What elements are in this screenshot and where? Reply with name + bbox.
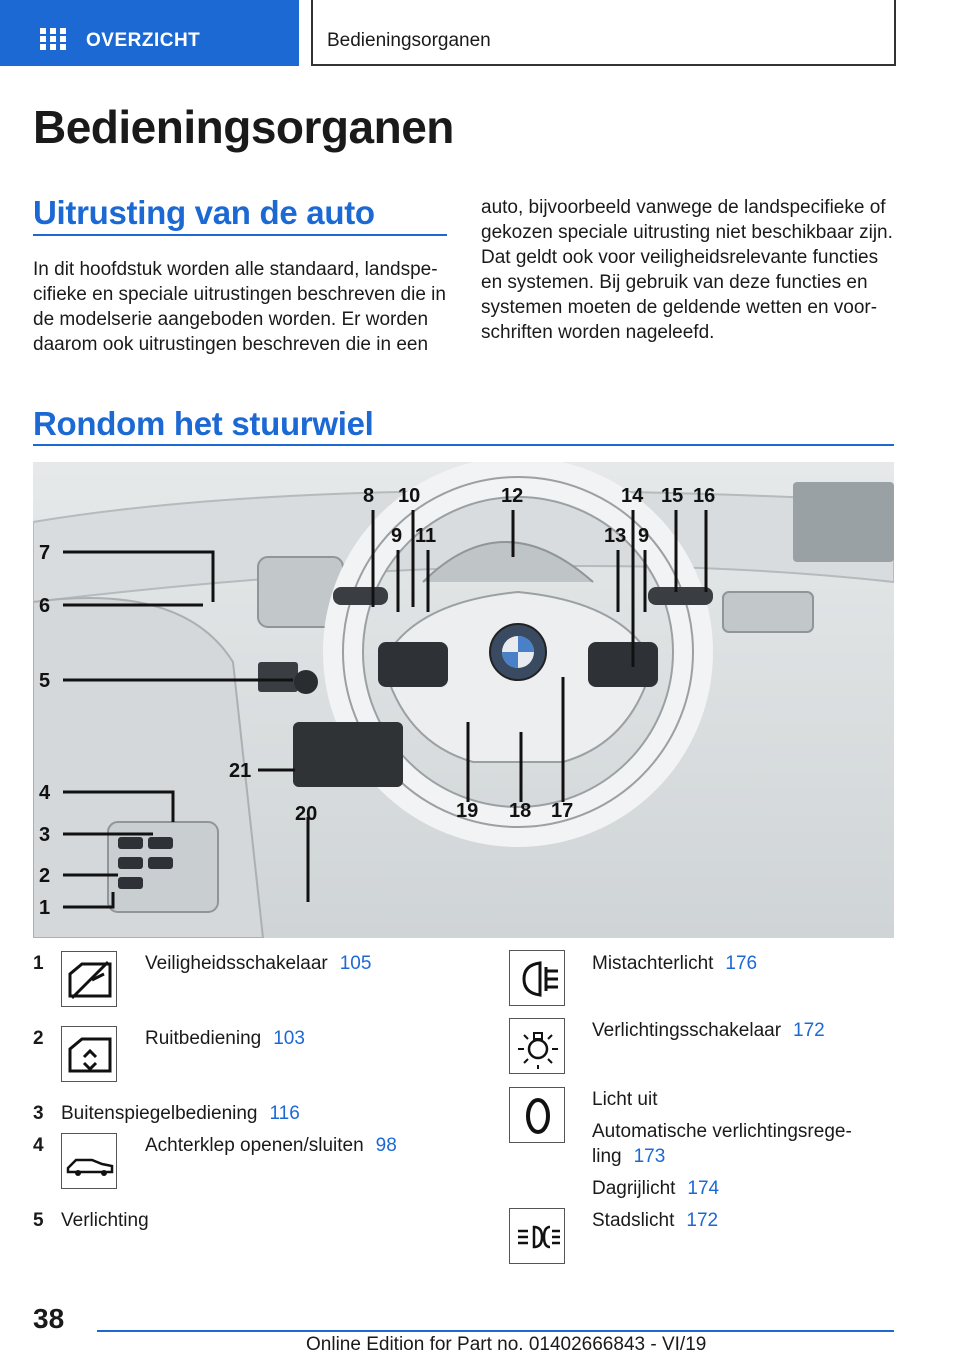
legend-number: 2: [33, 1028, 44, 1049]
page-reference[interactable]: 176: [725, 953, 758, 974]
callout-label: 7: [39, 542, 51, 564]
legend-label: Automatische verlichtingsrege-: [592, 1121, 852, 1142]
callout-label: 2: [39, 865, 51, 887]
legend-label: Licht uit: [592, 1089, 658, 1110]
legend-label: Stadslicht: [592, 1210, 675, 1231]
legend-label: Ruitbediening: [145, 1028, 262, 1049]
legend-right-item: [592, 1210, 718, 1232]
legend-number: 3: [33, 1103, 44, 1124]
callout-label: 5: [39, 670, 51, 692]
legend-label: Veiligheidsschakelaar: [145, 953, 328, 974]
paragraph-line: cifieke en speciale uitrustingen beschreven die in: [33, 284, 446, 305]
callout-label: 19: [456, 800, 479, 822]
section-rule: [33, 444, 894, 446]
page-title: Bedieningsorganen: [33, 101, 454, 153]
paragraph-line: auto, bijvoorbeeld vanwege de landspecifieke of: [481, 197, 886, 218]
legend-label: Achterklep openen/sluiten: [145, 1135, 364, 1156]
callout-label: 1: [39, 897, 51, 919]
page-reference[interactable]: 98: [375, 1135, 397, 1156]
callout-label: 9: [638, 525, 650, 547]
cockpit-drawing: [33, 462, 894, 938]
page-number: 38: [33, 1303, 65, 1334]
current-section-label: Bedieningsorganen: [327, 30, 491, 51]
callout-label: 3: [39, 824, 51, 846]
callout-label: 10: [398, 485, 421, 507]
light-off-icon: [509, 1087, 565, 1143]
page-reference[interactable]: 103: [273, 1028, 305, 1049]
page-reference[interactable]: 172: [686, 1210, 719, 1231]
legend-right-item: [592, 1178, 719, 1200]
parking-light-icon: [509, 1208, 565, 1264]
top-navigation: [0, 0, 960, 66]
cockpit-illustration: [33, 462, 894, 938]
legend-right-item: [592, 1121, 852, 1143]
callout-label: 21: [229, 760, 252, 782]
window-control-icon: [61, 1026, 117, 1082]
legend-right-item: [592, 953, 757, 975]
callout-label: 13: [604, 525, 627, 547]
window-lock-icon: [61, 951, 117, 1007]
page-reference[interactable]: 105: [339, 953, 372, 974]
section-heading-equipment: Uitrusting van de auto: [33, 194, 375, 231]
paragraph-line: de modelserie aangeboden worden. Er worden: [33, 309, 429, 330]
tailgate-icon: [61, 1133, 117, 1189]
callout-label: 18: [509, 800, 532, 822]
paragraph-line: Dat geldt ook voor veiligheidsrelevante functies: [481, 247, 879, 268]
legend-label: Verlichting: [61, 1210, 149, 1231]
callout-label: 14: [621, 485, 644, 507]
callout-label: 9: [391, 525, 403, 547]
callout-label: 15: [661, 485, 684, 507]
callout-label: 8: [363, 485, 375, 507]
legend-label: ling: [592, 1146, 622, 1167]
paragraph-line: systemen moeten de geldende wetten en voor-: [481, 297, 878, 318]
edition-footer: Online Edition for Part no. 01402666843 - VI/19: [306, 1334, 707, 1355]
grid-icon: [40, 28, 66, 50]
legend-right-item: [592, 1020, 825, 1042]
current-section-tab[interactable]: [311, 0, 896, 66]
paragraph-line: daarom ook uitrustingen beschreven die in een: [33, 334, 429, 355]
legend-label: Verlichtingsschakelaar: [592, 1020, 782, 1041]
section-heading-steering-wheel: Rondom het stuurwiel: [33, 405, 374, 442]
page-reference[interactable]: 173: [633, 1146, 666, 1167]
callout-label: 12: [501, 485, 524, 507]
section-rule: [33, 234, 447, 236]
legend-label: Buitenspiegelbediening: [61, 1103, 258, 1124]
paragraph-line: In dit hoofdstuk worden alle standaard, landspe-: [33, 259, 438, 280]
callout-label: 17: [551, 800, 574, 822]
legend-right-item: [592, 1146, 665, 1168]
page-reference[interactable]: 174: [687, 1178, 720, 1199]
light-switch-icon: [509, 1018, 565, 1074]
callout-label: 16: [693, 485, 716, 507]
intro-paragraph-left: [33, 257, 453, 357]
paragraph-line: en systemen. Bij gebruik van deze functies en: [481, 272, 868, 293]
legend-label: Mistachterlicht: [592, 953, 714, 974]
legend-number: 1: [33, 953, 44, 974]
legend-right-item: [592, 1089, 657, 1111]
rear-fog-light-icon: [509, 950, 565, 1006]
footer-rule: [97, 1330, 894, 1332]
paragraph-line: schriften worden nageleefd.: [481, 322, 715, 343]
intro-paragraph-right: [481, 195, 901, 345]
legend-label: Dagrijlicht: [592, 1178, 676, 1199]
callout-label: 4: [39, 782, 51, 804]
page-reference[interactable]: 172: [793, 1020, 825, 1041]
overview-tab-label: OVERZICHT: [86, 30, 201, 51]
callout-label: 20: [295, 803, 318, 825]
legend-number: 5: [33, 1210, 44, 1231]
overview-tab[interactable]: [0, 0, 299, 66]
callout-label: 11: [415, 525, 437, 547]
legend-number: 4: [33, 1135, 44, 1156]
callout-label: 6: [39, 595, 51, 617]
page-reference[interactable]: 116: [269, 1103, 300, 1124]
paragraph-line: gekozen speciale uitrusting niet beschikbaar zijn.: [481, 222, 893, 243]
